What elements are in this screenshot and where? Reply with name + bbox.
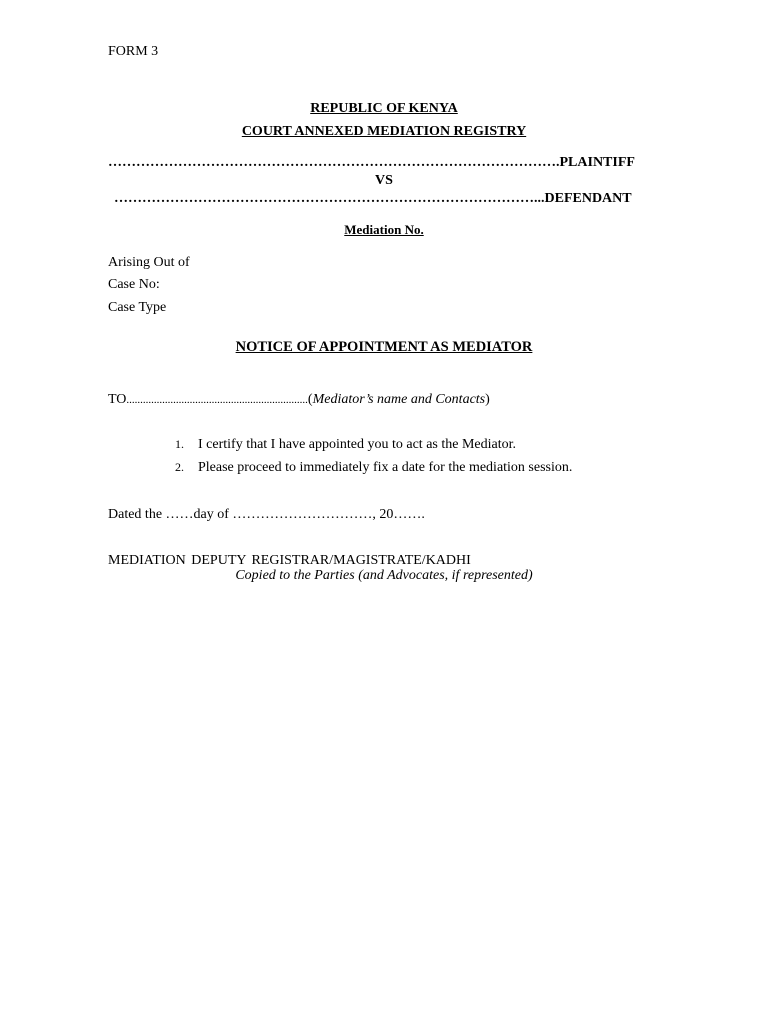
item-text: I certify that I have appointed you to act as the Mediator.: [198, 437, 517, 452]
open-paren: (: [307, 392, 313, 407]
case-type-label: Case Type: [108, 300, 167, 315]
close-paren: ): [485, 392, 490, 407]
item-text: Please proceed to immediately fix a date for the mediation session.: [198, 460, 573, 475]
defendant-line: [114, 191, 632, 207]
list-item: [175, 437, 516, 453]
addressee-line: [108, 392, 490, 408]
defendant-label: DEFENDANT: [544, 191, 632, 206]
item-number: 2.: [175, 460, 184, 474]
registry-heading: COURT ANNEXED MEDIATION REGISTRY: [241, 124, 527, 139]
addressee-dots: ..................................................................: [126, 394, 308, 406]
defendant-dots: ………………………………………………………………………………...: [114, 191, 545, 206]
versus-label: VS: [375, 173, 393, 188]
plaintiff-dots: …………………………………………………………………………………….: [108, 155, 560, 170]
arising-out-of-label: Arising Out of: [108, 255, 190, 270]
mediation-number-label: Mediation No.: [344, 222, 424, 237]
notice-title: NOTICE OF APPOINTMENT AS MEDIATOR: [235, 339, 533, 355]
dated-line: Dated the ……day of …………………………, 20…….: [108, 507, 425, 522]
mediator-hint: Mediator’s name and Contacts: [312, 392, 486, 407]
plaintiff-line: [108, 155, 635, 171]
case-number-label: Case No:: [108, 277, 160, 292]
item-number: 1.: [175, 437, 184, 451]
form-label: FORM 3: [108, 44, 159, 59]
plaintiff-label: PLAINTIFF: [559, 155, 635, 170]
copied-note: Copied to the Parties (and Advocates, if represented): [235, 568, 533, 583]
list-item: [175, 460, 572, 476]
to-prefix: TO: [108, 392, 127, 407]
republic-heading: REPUBLIC OF KENYA: [310, 101, 458, 116]
signatory-line: MEDIATION DEPUTY REGISTRAR/MAGISTRATE/KADHI: [108, 553, 471, 568]
